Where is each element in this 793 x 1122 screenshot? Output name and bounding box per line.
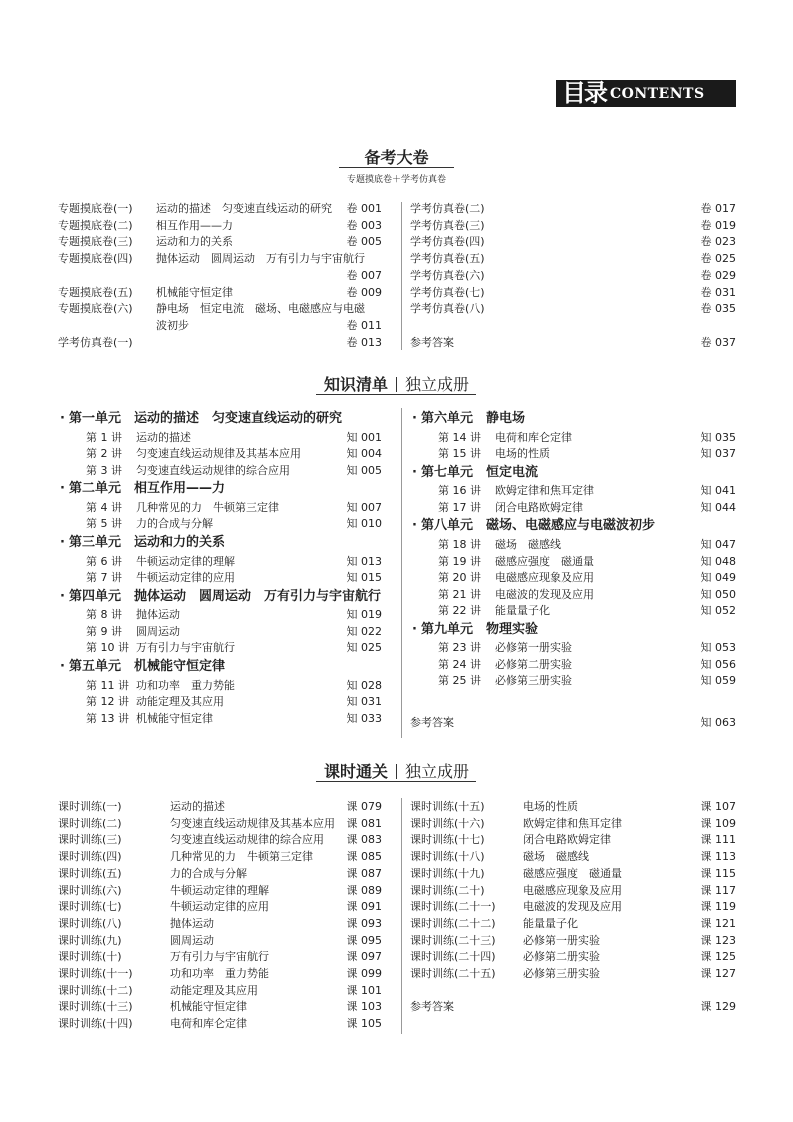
lesson-page: 课 107 <box>700 800 736 813</box>
lesson-page: 课 109 <box>700 816 736 830</box>
section-title-knowledge <box>0 372 793 395</box>
lecture-title: 力的合成与分解 <box>136 517 213 531</box>
bullet-icon: · <box>60 534 65 550</box>
unit-heading <box>412 621 538 639</box>
lecture-page: 知 059 <box>700 674 736 688</box>
lecture-title: 能量量子化 <box>495 604 550 618</box>
lecture-title: 欧姆定律和焦耳定律 <box>495 484 594 498</box>
lesson-page: 课 105 <box>346 1017 382 1031</box>
lesson-title: 机械能守恒定律 <box>170 1000 247 1014</box>
lesson-page: 课 121 <box>700 916 736 930</box>
lecture-page: 知 022 <box>346 624 382 638</box>
lesson-page: 课 083 <box>346 833 382 847</box>
lesson-page: 课 091 <box>346 900 382 914</box>
section-title-underline <box>316 394 476 395</box>
lesson-title: 匀变速直线运动规律的综合应用 <box>170 833 324 847</box>
exam-topic: 运动的描述 匀变速直线运动的研究 <box>156 202 332 215</box>
unit-title: 第八单元 磁场、电磁感应与电磁波初步 <box>420 518 655 534</box>
bullet-icon: · <box>412 411 417 426</box>
lecture-number: 第 2 讲 <box>86 447 122 461</box>
lesson-label: 课时训练(十二) <box>58 983 133 997</box>
answers-label: 参考答案 <box>410 335 454 349</box>
exam-page: 卷 013 <box>346 335 382 349</box>
lesson-title: 匀变速直线运动规律及其基本应用 <box>170 816 335 830</box>
answers-label: 参考答案 <box>410 1000 454 1013</box>
lecture-number: 第 15 讲 <box>438 447 481 461</box>
lecture-title: 磁场 磁感线 <box>495 538 561 552</box>
unit-heading <box>60 534 225 552</box>
lecture-page: 知 048 <box>700 554 736 568</box>
exam-label: 学考仿真卷(一) <box>58 335 133 349</box>
bullet-icon: · <box>412 518 417 534</box>
exam-page: 卷 029 <box>700 268 736 282</box>
lesson-label: 课时训练(十三) <box>58 1000 133 1014</box>
lesson-label: 课时训练(三) <box>58 833 122 847</box>
lesson-title: 电磁波的发现及应用 <box>523 900 622 914</box>
section-title-underline <box>316 781 476 782</box>
lesson-page: 课 099 <box>346 967 382 980</box>
lesson-title: 电场的性质 <box>523 800 578 813</box>
lecture-number: 第 8 讲 <box>86 608 122 622</box>
unit-title: 第四单元 抛体运动 圆周运动 万有引力与宇宙航行 <box>68 588 381 604</box>
exam-topic: 静电场 恒定电流 磁场、电磁感应与电磁 <box>156 302 365 316</box>
lecture-title: 磁感应强度 磁通量 <box>495 554 594 568</box>
bullet-icon: · <box>60 588 65 604</box>
lesson-page: 课 111 <box>700 833 736 847</box>
lesson-label: 课时训练(十五) <box>410 800 485 813</box>
lesson-label: 课时训练(五) <box>58 866 122 880</box>
lesson-title: 磁场 磁感线 <box>523 850 589 864</box>
lecture-page: 知 047 <box>700 538 736 552</box>
lesson-page: 课 101 <box>346 983 382 997</box>
lecture-number: 第 13 讲 <box>86 711 129 725</box>
exam-page: 卷 001 <box>346 202 382 215</box>
exam-topic: 相互作用——力 <box>156 218 233 232</box>
lesson-page: 课 081 <box>346 816 382 830</box>
lesson-title: 圆周运动 <box>170 933 214 947</box>
lecture-page: 知 041 <box>700 484 736 498</box>
lecture-page: 知 013 <box>346 554 382 568</box>
lesson-label: 课时训练(十) <box>58 950 122 964</box>
bullet-icon: · <box>60 481 65 497</box>
lecture-page: 知 015 <box>346 571 382 585</box>
lecture-title: 几种常见的力 牛顿第三定律 <box>136 500 279 514</box>
lecture-title: 圆周运动 <box>136 624 180 638</box>
unit-heading <box>60 410 342 428</box>
lecture-page: 知 044 <box>700 500 736 514</box>
lesson-label: 课时训练(一) <box>58 800 122 813</box>
exam-page: 卷 011 <box>346 318 382 332</box>
lesson-title: 必修第一册实验 <box>523 933 600 947</box>
lesson-label: 课时训练(十一) <box>58 967 133 980</box>
bullet-icon: · <box>60 411 65 426</box>
lesson-label: 课时训练(十四) <box>58 1017 133 1031</box>
exam-page: 卷 025 <box>700 252 736 266</box>
lecture-title: 必修第一册实验 <box>495 641 572 655</box>
exam-label: 专题摸底卷(四) <box>58 252 133 266</box>
exam-label: 学考仿真卷(七) <box>410 285 485 299</box>
lecture-number: 第 7 讲 <box>86 571 122 585</box>
lecture-title: 牛顿运动定律的应用 <box>136 571 235 585</box>
lesson-label: 课时训练(二十) <box>410 883 485 897</box>
lecture-number: 第 12 讲 <box>86 695 129 708</box>
lesson-label: 课时训练(八) <box>58 916 122 930</box>
exam-topic: 抛体运动 圆周运动 万有引力与宇宙航行 <box>156 252 365 266</box>
exam-label: 专题摸底卷(五) <box>58 285 133 299</box>
exam-label: 专题摸底卷(六) <box>58 302 133 316</box>
exam-page: 卷 035 <box>700 302 736 316</box>
section-title-bold: 课时通关 <box>323 762 388 781</box>
lecture-page: 知 053 <box>700 641 736 655</box>
lecture-page: 知 031 <box>346 695 382 708</box>
lesson-label: 课时训练(十八) <box>410 850 485 864</box>
section-title-underline <box>339 167 454 168</box>
bullet-icon: · <box>412 464 417 480</box>
unit-heading <box>60 480 225 498</box>
unit-heading <box>60 588 381 606</box>
lesson-page: 课 123 <box>700 933 736 947</box>
exam-label: 学考仿真卷(五) <box>410 252 485 266</box>
lecture-title: 必修第二册实验 <box>495 657 572 671</box>
exam-page: 卷 009 <box>346 285 382 299</box>
lesson-label: 课时训练(二) <box>58 816 122 830</box>
lecture-page: 知 005 <box>346 463 382 477</box>
lesson-page: 课 125 <box>700 950 736 964</box>
lecture-title: 功和功率 重力势能 <box>136 678 235 692</box>
exam-label: 专题摸底卷(三) <box>58 235 133 249</box>
lesson-label: 课时训练(二十二) <box>410 916 496 930</box>
bullet-icon: · <box>60 658 65 674</box>
unit-title: 第一单元 运动的描述 匀变速直线运动的研究 <box>68 411 342 426</box>
lesson-page: 课 085 <box>346 850 382 864</box>
lesson-label: 课时训练(十六) <box>410 816 485 830</box>
exam-page: 卷 031 <box>700 285 736 299</box>
exam-page: 卷 017 <box>700 202 736 215</box>
lecture-title: 万有引力与宇宙航行 <box>136 641 235 655</box>
exam-topic: 运动和力的关系 <box>156 235 233 249</box>
lesson-label: 课时训练(九) <box>58 933 122 947</box>
lesson-title: 万有引力与宇宙航行 <box>170 950 269 964</box>
lecture-page: 知 050 <box>700 587 736 601</box>
unit-title: 第七单元 恒定电流 <box>420 464 538 480</box>
lecture-number: 第 23 讲 <box>438 641 481 655</box>
exam-label: 学考仿真卷(二) <box>410 202 485 215</box>
exam-topic: 机械能守恒定律 <box>156 285 233 299</box>
lecture-title: 匀变速直线运动规律及其基本应用 <box>136 447 301 461</box>
title-separator <box>396 764 397 779</box>
lecture-page: 知 001 <box>346 430 382 444</box>
lesson-title: 抛体运动 <box>170 916 214 930</box>
exam-label: 学考仿真卷(三) <box>410 218 485 232</box>
unit-title: 第三单元 运动和力的关系 <box>68 534 225 550</box>
lecture-page: 知 010 <box>346 517 382 531</box>
section-title-rest: 独立成册 <box>405 762 470 781</box>
lesson-page: 课 087 <box>346 866 382 880</box>
lesson-title: 牛顿运动定律的应用 <box>170 900 269 914</box>
lesson-title: 必修第二册实验 <box>523 950 600 964</box>
lecture-number: 第 22 讲 <box>438 604 481 618</box>
exam-page: 卷 019 <box>700 218 736 232</box>
lesson-label: 课时训练(二十一) <box>410 900 496 914</box>
answers-page: 卷 037 <box>700 335 736 349</box>
lecture-title: 电场的性质 <box>495 447 550 461</box>
bullet-icon: · <box>412 621 417 637</box>
lesson-label: 课时训练(十九) <box>410 866 485 880</box>
lesson-title: 欧姆定律和焦耳定律 <box>523 816 622 830</box>
lesson-page: 课 113 <box>700 850 736 864</box>
unit-heading <box>60 658 225 676</box>
lesson-page: 课 117 <box>700 883 736 897</box>
logo-cn: 目录 <box>562 79 606 107</box>
answers-label: 参考答案 <box>410 716 454 729</box>
section-subtitle-exams: 专题摸底卷＋学考仿真卷 <box>346 175 446 185</box>
lesson-label: 课时训练(二十三) <box>410 933 496 947</box>
section-title-exams: 备考大卷 <box>364 148 429 167</box>
lecture-number: 第 10 讲 <box>86 641 129 655</box>
column-divider <box>401 202 402 350</box>
lecture-title: 闭合电路欧姆定律 <box>495 500 583 514</box>
lesson-title: 电荷和库仑定律 <box>170 1017 247 1031</box>
lesson-page: 课 097 <box>346 950 382 964</box>
exam-topic: 波初步 <box>156 318 189 332</box>
exam-label: 学考仿真卷(八) <box>410 302 485 316</box>
lecture-number: 第 6 讲 <box>86 554 122 568</box>
section-title-lessons <box>0 759 793 782</box>
unit-heading <box>412 517 655 535</box>
lesson-page: 课 103 <box>346 1000 382 1014</box>
unit-heading <box>412 410 525 428</box>
exam-page: 卷 023 <box>700 235 736 249</box>
lecture-number: 第 4 讲 <box>86 500 122 514</box>
exam-page: 卷 007 <box>346 268 382 282</box>
answers-page: 课 129 <box>700 1000 736 1013</box>
lecture-number: 第 9 讲 <box>86 624 122 638</box>
lesson-label: 课时训练(十七) <box>410 833 485 847</box>
lecture-page: 知 033 <box>346 711 382 725</box>
lesson-title: 电磁感应现象及应用 <box>523 883 622 897</box>
unit-title: 第六单元 静电场 <box>420 411 525 426</box>
lesson-page: 课 095 <box>346 933 382 947</box>
lesson-label: 课时训练(二十五) <box>410 967 496 980</box>
lecture-page: 知 028 <box>346 678 382 692</box>
lesson-title: 动能定理及其应用 <box>170 983 258 997</box>
lecture-page: 知 049 <box>700 571 736 585</box>
lesson-title: 几种常见的力 牛顿第三定律 <box>170 850 313 864</box>
lecture-title: 电磁波的发现及应用 <box>495 587 594 601</box>
lesson-title: 力的合成与分解 <box>170 866 247 880</box>
lecture-number: 第 11 讲 <box>86 678 129 692</box>
column-divider <box>401 798 402 1034</box>
logo-en: CONTENTS <box>610 85 705 102</box>
lecture-page: 知 004 <box>346 447 382 461</box>
lecture-number: 第 25 讲 <box>438 674 481 688</box>
lesson-page: 课 093 <box>346 916 382 930</box>
lesson-page: 课 089 <box>346 883 382 897</box>
lecture-title: 电磁感应现象及应用 <box>495 571 594 585</box>
lesson-title: 闭合电路欧姆定律 <box>523 833 611 847</box>
lesson-label: 课时训练(四) <box>58 850 122 864</box>
lesson-label: 课时训练(二十四) <box>410 950 496 964</box>
lesson-page: 课 115 <box>700 866 736 880</box>
exam-page: 卷 005 <box>346 235 382 249</box>
lecture-number: 第 18 讲 <box>438 538 481 552</box>
lecture-title: 动能定理及其应用 <box>136 695 224 708</box>
lecture-page: 知 019 <box>346 608 382 622</box>
lecture-page: 知 025 <box>346 641 382 655</box>
lesson-page: 课 127 <box>700 967 736 980</box>
answers-page: 知 063 <box>700 716 736 729</box>
lesson-title: 功和功率 重力势能 <box>170 967 269 980</box>
lecture-page: 知 007 <box>346 500 382 514</box>
lecture-number: 第 16 讲 <box>438 484 481 498</box>
lecture-number: 第 14 讲 <box>438 430 481 444</box>
lecture-number: 第 1 讲 <box>86 430 122 444</box>
exam-label: 专题摸底卷(一) <box>58 202 133 215</box>
lesson-title: 必修第三册实验 <box>523 967 600 980</box>
lecture-page: 知 052 <box>700 604 736 618</box>
unit-heading <box>412 464 538 482</box>
lesson-label: 课时训练(七) <box>58 900 122 914</box>
lesson-title: 磁感应强度 磁通量 <box>523 866 622 880</box>
lecture-title: 必修第三册实验 <box>495 674 572 688</box>
title-separator <box>396 377 397 392</box>
lecture-page: 知 037 <box>700 447 736 461</box>
lecture-title: 运动的描述 <box>136 430 191 444</box>
lesson-label: 课时训练(六) <box>58 883 122 897</box>
lecture-number: 第 3 讲 <box>86 463 122 477</box>
column-divider <box>401 408 402 738</box>
lecture-title: 电荷和库仑定律 <box>495 430 572 444</box>
lecture-number: 第 20 讲 <box>438 571 481 585</box>
lecture-title: 抛体运动 <box>136 608 180 622</box>
section-title-rest: 独立成册 <box>405 375 470 394</box>
exam-label: 学考仿真卷(四) <box>410 235 485 249</box>
lesson-title: 能量量子化 <box>523 916 578 930</box>
lecture-page: 知 056 <box>700 657 736 671</box>
lecture-title: 机械能守恒定律 <box>136 711 213 725</box>
lecture-number: 第 19 讲 <box>438 554 481 568</box>
exam-page: 卷 003 <box>346 218 382 232</box>
exam-label: 专题摸底卷(二) <box>58 218 133 232</box>
lecture-number: 第 5 讲 <box>86 517 122 531</box>
lecture-number: 第 24 讲 <box>438 657 481 671</box>
lecture-title: 匀变速直线运动规律的综合应用 <box>136 463 290 477</box>
unit-title: 第九单元 物理实验 <box>420 621 538 637</box>
exam-label: 学考仿真卷(六) <box>410 268 485 282</box>
unit-title: 第五单元 机械能守恒定律 <box>68 658 225 674</box>
lecture-number: 第 17 讲 <box>438 500 481 514</box>
lesson-page: 课 119 <box>700 900 736 914</box>
section-title-bold: 知识清单 <box>323 375 388 394</box>
lecture-page: 知 035 <box>700 430 736 444</box>
unit-title: 第二单元 相互作用——力 <box>68 481 225 497</box>
lecture-number: 第 21 讲 <box>438 587 481 601</box>
lesson-title: 牛顿运动定律的理解 <box>170 883 269 897</box>
lesson-page: 课 079 <box>346 800 382 813</box>
lecture-title: 牛顿运动定律的理解 <box>136 554 235 568</box>
lesson-title: 运动的描述 <box>170 800 225 813</box>
contents-logo <box>556 80 736 107</box>
